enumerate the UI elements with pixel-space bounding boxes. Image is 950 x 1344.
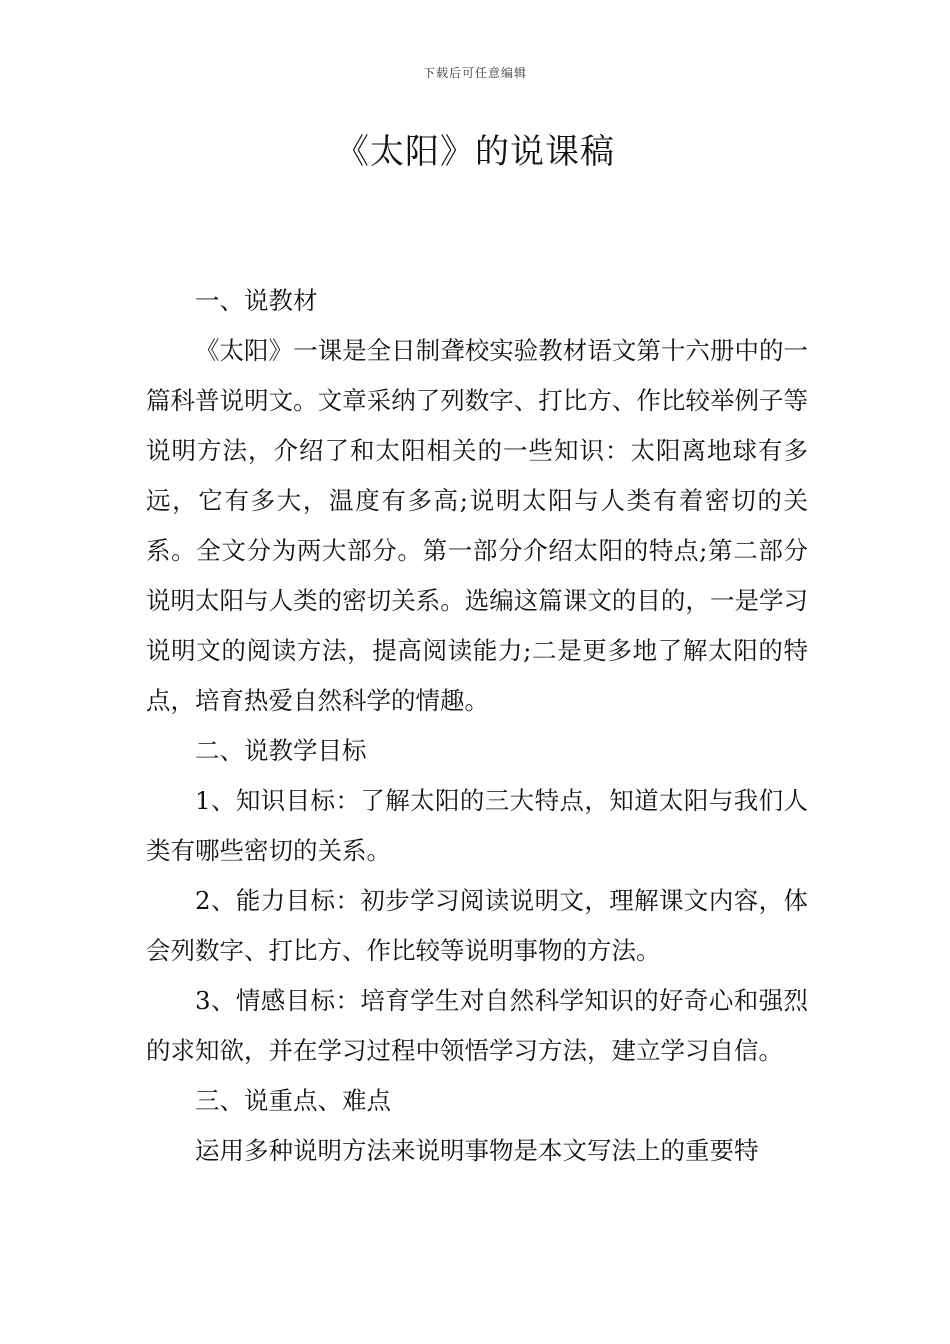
document-title: 《太阳》的说课稿 — [335, 132, 615, 172]
document-body — [146, 276, 808, 1176]
paragraph-key-points: 运用多种说明方法来说明事物是本文写法上的重要特 — [195, 1136, 759, 1165]
header-note: 下载后可任意编辑 — [422, 66, 527, 80]
section-heading-textbook: 一、说教材 — [195, 286, 318, 315]
section-heading-key-points: 三、说重点、难点 — [195, 1086, 391, 1115]
paragraph-ability-goal: 2、能力目标：初步学习阅读说明文，理解课文内容，体会列数字、打比方、作比较等说明事物的方法。 — [146, 886, 808, 965]
paragraph-emotion-goal: 3、情感目标：培育学生对自然科学知识的好奇心和强烈的求知欲，并在学习过程中领悟学习方法，建立学习自信。 — [146, 986, 808, 1065]
paragraph-textbook-description: 《太阳》一课是全日制聋校实验教材语文第十六册中的一篇科普说明文。文章采纳了列数字、打比方、作比较举例子等说明方法，介绍了和太阳相关的一些知识：太阳离地球有多远，它有多大，温度有多高;说明太阳与人类有着密切的关系。全文分为两大部分。第一部分介绍太阳的特点;第二部分说明太阳与人类的密切关系。选编这篇课文的目的，一是学习说明文的阅读方法，提高阅读能力;二是更多地了解太阳的特点，培育热爱自然科学的情趣。 — [146, 336, 808, 715]
section-heading-goals: 二、说教学目标 — [195, 736, 367, 765]
paragraph-knowledge-goal: 1、知识目标：了解太阳的三大特点，知道太阳与我们人类有哪些密切的关系。 — [146, 786, 808, 865]
